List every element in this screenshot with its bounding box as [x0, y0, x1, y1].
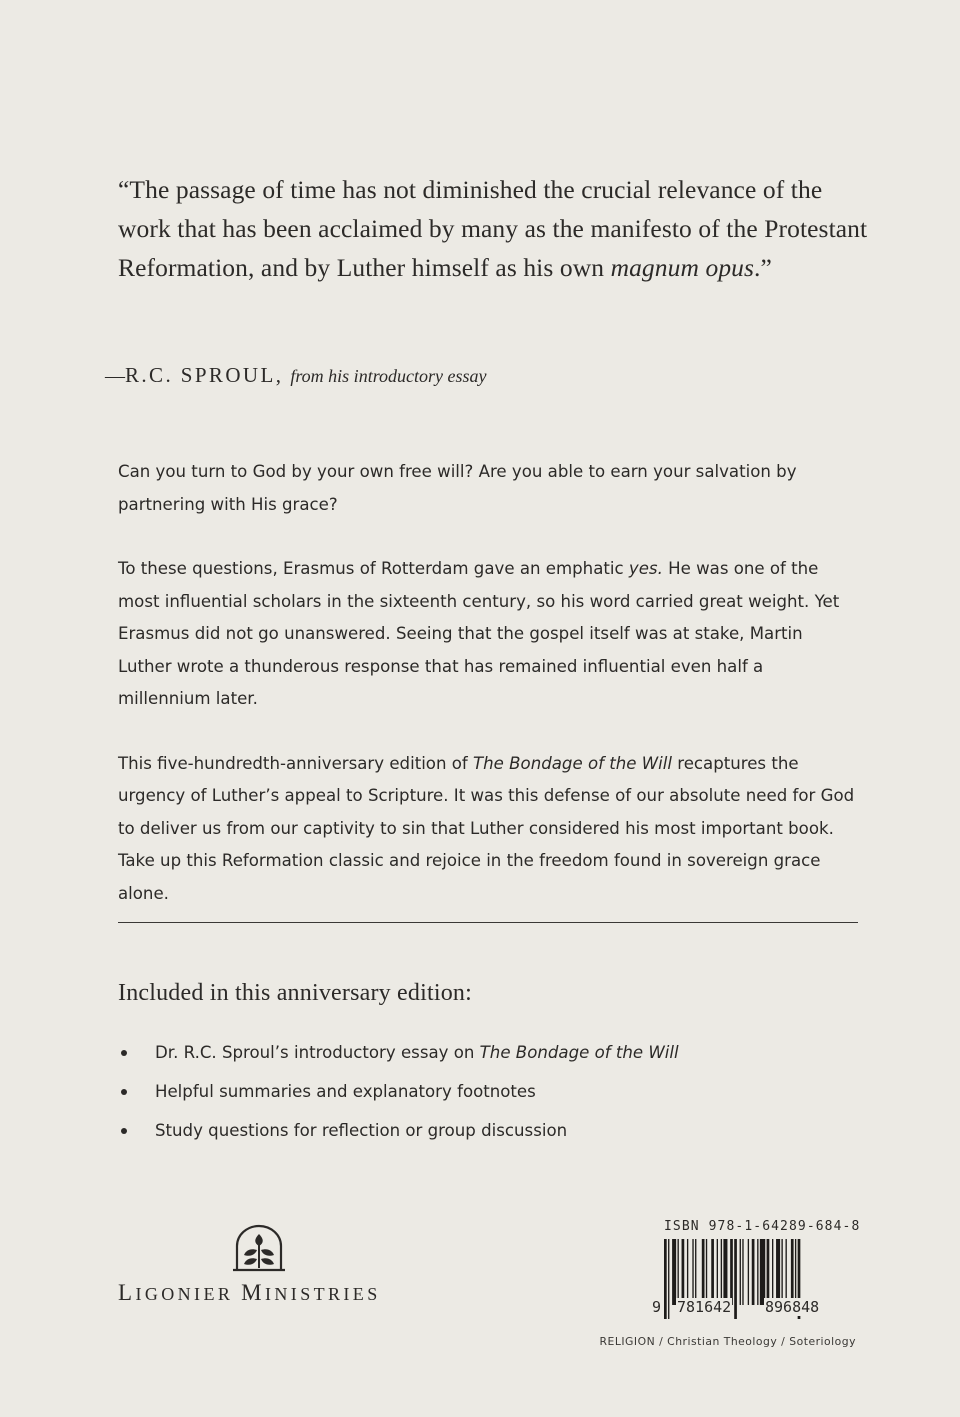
barcode-bar: [772, 1239, 773, 1305]
publisher-name: LIGONIER MINISTRIES: [118, 1280, 381, 1305]
barcode-bar: [791, 1239, 794, 1305]
barcode-bar: [711, 1239, 714, 1305]
barcode-bar: [723, 1239, 727, 1305]
barcode-bar: [678, 1239, 679, 1305]
barcode-bar: [760, 1239, 765, 1305]
list-item: Helpful summaries and explanatory footnotes: [118, 1077, 858, 1116]
bullet-icon: [121, 1128, 127, 1134]
barcode-bar: [757, 1239, 758, 1305]
barcode-digits-right: 896848: [765, 1298, 820, 1316]
included-list: [118, 1038, 858, 1155]
barcode-bar: [687, 1239, 688, 1305]
included-heading: Included in this anniversary edition:: [118, 980, 472, 1006]
description-paragraph-3: This five-hundredth-anniversary edition of The Bondage of the Will recaptures the urgency of Luther’s appeal to Scripture. It was this defense of our absolute need for God to deliver us from our captivity to sin that Luther considered his most important book. Take up this Reformation classic and rejoice in the freedom found in sovereign grace alone.: [118, 753, 855, 903]
barcode-bar: [742, 1239, 743, 1305]
barcode-bar: [752, 1239, 755, 1305]
category-label: RELIGION / Christian Theology / Soteriology: [599, 1335, 856, 1348]
attribution-name: R.C. SPROUL,: [125, 363, 284, 387]
barcode-bar: [672, 1239, 676, 1305]
barcode-bar: [695, 1239, 696, 1305]
list-item: Dr. R.C. Sproul’s introductory essay on The Bondage of the Will: [118, 1038, 858, 1077]
isbn-label: ISBN 978-1-64289-684-8: [664, 1219, 861, 1234]
barcode-bar: [706, 1239, 707, 1305]
barcode-bar: [767, 1239, 770, 1305]
quote-attribution: —R.C. SPROUL, from his introductory essay: [105, 363, 487, 387]
description-paragraph-2: To these questions, Erasmus of Rotterdam gave an emphatic yes. He was one of the most influential scholars in the sixteenth century, so his word carried great weight. Yet Erasmus did not go unanswered. Seeing that the gospel itself was at stake, Martin Luther wrote a thunderous response that has remained influential even half a millennium later.: [118, 559, 840, 708]
barcode-bar: [717, 1239, 718, 1305]
barcode-bar: [795, 1239, 796, 1305]
barcode-bar: [682, 1239, 685, 1305]
barcode-bar: [702, 1239, 705, 1305]
pull-quote: “The passage of time has not diminished the crucial relevance of the work that has been acclaimed by many as the manifesto of the Protestant Reformation, and by Luther himself as his own magnum opus.”: [118, 175, 868, 282]
barcode-bar: [734, 1239, 737, 1319]
barcode-bar: [692, 1239, 693, 1305]
list-item: Study questions for reflection or group discussion: [118, 1116, 858, 1155]
bullet-icon: [121, 1089, 127, 1095]
barcode-bar: [664, 1239, 667, 1319]
publisher-logo: [118, 1224, 408, 1314]
barcode-bar: [748, 1239, 749, 1305]
barcode-bar: [776, 1239, 780, 1305]
barcode-bar: [730, 1239, 733, 1305]
attribution-source: from his introductory essay: [290, 366, 487, 386]
barcode-bar: [740, 1239, 741, 1305]
description-paragraph-1: Can you turn to God by your own free will? Are you able to earn your salvation by partnering with His grace?: [118, 462, 797, 514]
barcode-bar: [721, 1239, 722, 1305]
barcode-bar: [786, 1239, 787, 1305]
barcode-bar: [781, 1239, 782, 1305]
barcode-digits-left: 781642: [677, 1298, 732, 1316]
tree-in-arch-icon: [229, 1224, 289, 1274]
bullet-icon: [121, 1050, 127, 1056]
barcode-digit-lead: 9: [652, 1298, 662, 1316]
divider: [118, 922, 858, 923]
description: [118, 456, 858, 942]
barcode-bar: [668, 1239, 669, 1319]
quote-emphasis: magnum opus: [610, 253, 755, 282]
